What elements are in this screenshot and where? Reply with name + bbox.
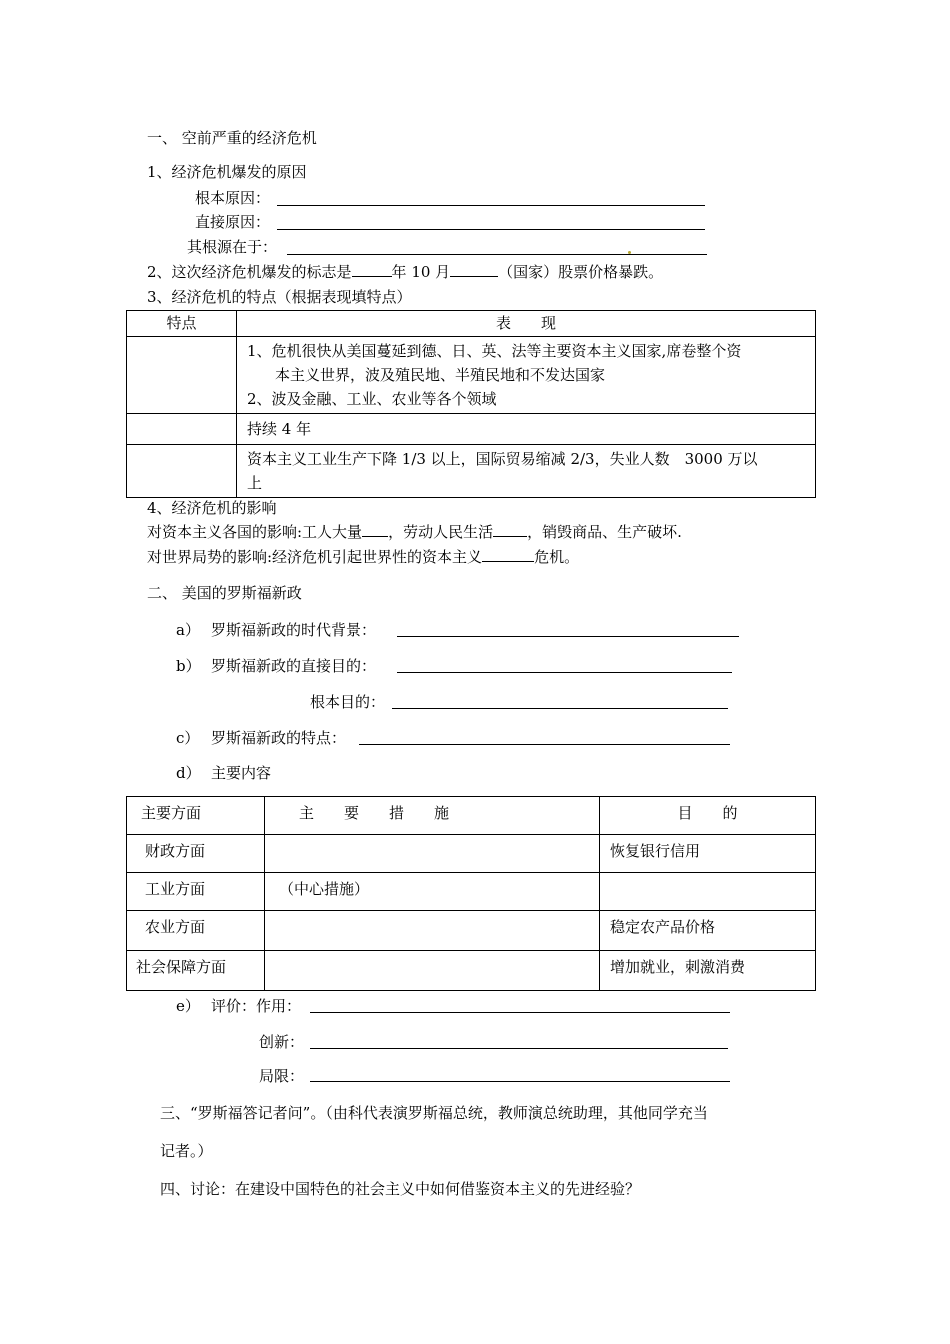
q2-line [147,262,663,282]
limitation-blank[interactable] [310,1081,730,1082]
root-goal-label: 根本目的： [310,693,386,711]
item-b-label: 罗斯福新政的直接目的： [211,657,377,675]
background-blank[interactable] [397,636,739,637]
item-e-mark: e） [176,997,200,1015]
root-goal-blank[interactable] [392,708,728,709]
section2-title: 二、 美国的罗斯福新政 [147,584,302,602]
crisis-type-blank[interactable] [482,547,534,562]
feature-cell-1[interactable] [127,337,237,414]
source-blank[interactable] [287,254,707,255]
impact1-line [147,522,682,542]
purpose-cell: 恢复银行信用 [600,835,816,873]
manifestation-1-line2: 本主义世界，波及殖民地、半殖民地和不发达国家 [275,366,606,384]
item-c-mark: c） [176,729,200,747]
aspect-cell: 工业方面 [127,873,265,911]
impact2-text-a: 对世界局势的影响:经济危机引起世界性的资本主义 [147,548,483,566]
country-blank[interactable] [450,262,498,277]
table-header-purpose: 目 的 [600,797,816,835]
table-row [127,873,816,911]
root-cause-label: 根本原因： [195,189,271,207]
table-header-aspect: 主要方面 [127,797,265,835]
section3-line2: 记者。） [160,1142,213,1160]
manifestation-cell-2: 持续 4 年 [237,414,816,445]
item-c-label: 罗斯福新政的特点： [211,729,347,747]
purpose-cell: 增加就业，刺激消费 [600,951,816,991]
purpose-cell[interactable] [600,873,816,911]
living-blank[interactable] [493,522,527,537]
q1-heading: 1、经济危机爆发的原因 [147,163,307,181]
table-row [127,835,816,873]
effect-blank[interactable] [310,1012,730,1013]
feature-cell-3[interactable] [127,445,237,498]
item-a-label: 罗斯福新政的时代背景： [211,621,377,639]
table-row [127,951,816,991]
aspect-cell: 财政方面 [127,835,265,873]
impact2-line [147,547,579,567]
measure-cell[interactable] [265,911,600,951]
section3-line1: 三、“罗斯福答记者问”。（由科代表演罗斯福总统，教师演总统助理，其他同学充当 [160,1104,708,1122]
item-d-label: 主要内容 [211,764,272,782]
q2-text-a: 2、这次经济危机爆发的标志是 [147,263,352,281]
manifestation-cell-1 [237,337,816,414]
limitation-label: 局限： [259,1067,305,1085]
item-a-mark: a） [176,621,200,639]
table-row [127,911,816,951]
manifestation-1-line3: 2、波及金融、工业、农业等各个领域 [247,390,497,408]
new-deal-table [126,796,816,991]
innovation-blank[interactable] [310,1048,728,1049]
measure-cell[interactable]: （中心措施） [265,873,600,911]
aspect-cell: 社会保障方面 [127,951,265,991]
root-cause-blank[interactable] [277,205,705,206]
manifestation-3-line1: 资本主义工业生产下降 1/3 以上，国际贸易缩减 2/3，失业人数 3000 万以 [247,450,758,468]
table-header-feature: 特点 [127,311,237,337]
feature-cell-2[interactable] [127,414,237,445]
direct-cause-label: 直接原因： [195,213,271,231]
section1-title: 一、 空前严重的经济危机 [147,129,317,147]
measure-cell[interactable] [265,835,600,873]
impact1-text-b: ，劳动人民生活 [388,523,494,541]
q4-heading: 4、经济危机的影响 [147,499,277,517]
innovation-label: 创新： [259,1033,305,1051]
measure-cell[interactable] [265,951,600,991]
impact2-text-b: 危机。 [534,548,580,566]
q2-text-c: （国家）股票价格暴跌。 [498,263,664,281]
manifestation-3-line2: 上 [247,474,263,492]
q3-heading: 3、经济危机的特点（根据表现填特点） [147,288,412,306]
direct-goal-blank[interactable] [397,672,732,673]
workers-blank[interactable] [362,522,388,537]
speck-mark [628,251,631,254]
purpose-cell: 稳定农产品价格 [600,911,816,951]
item-d-mark: d） [176,764,201,782]
q2-text-b: 年 10 月 [391,263,451,281]
manifestation-1-line1: 1、危机很快从美国蔓延到德、日、英、法等主要资本主义国家,席卷整个资 [247,342,742,360]
year-blank[interactable] [352,262,392,277]
direct-cause-blank[interactable] [277,229,705,230]
features-blank[interactable] [359,744,730,745]
table-header-measures: 主 要 措 施 [265,797,600,835]
impact1-text-c: ，销毁商品、生产破坏. [527,523,682,541]
aspect-cell: 农业方面 [127,911,265,951]
impact1-text-a: 对资本主义各国的影响:工人大量 [147,523,363,541]
manifestation-cell-3 [237,445,816,498]
table-header-manifestation: 表 现 [237,311,816,337]
item-b-mark: b） [176,657,201,675]
crisis-features-table [126,310,816,498]
section4-discussion: 四、讨论：在建设中国特色的社会主义中如何借鉴资本主义的先进经验？ [160,1180,641,1198]
source-label: 其根源在于： [187,238,278,256]
item-e-label: 评价：作用： [211,997,302,1015]
